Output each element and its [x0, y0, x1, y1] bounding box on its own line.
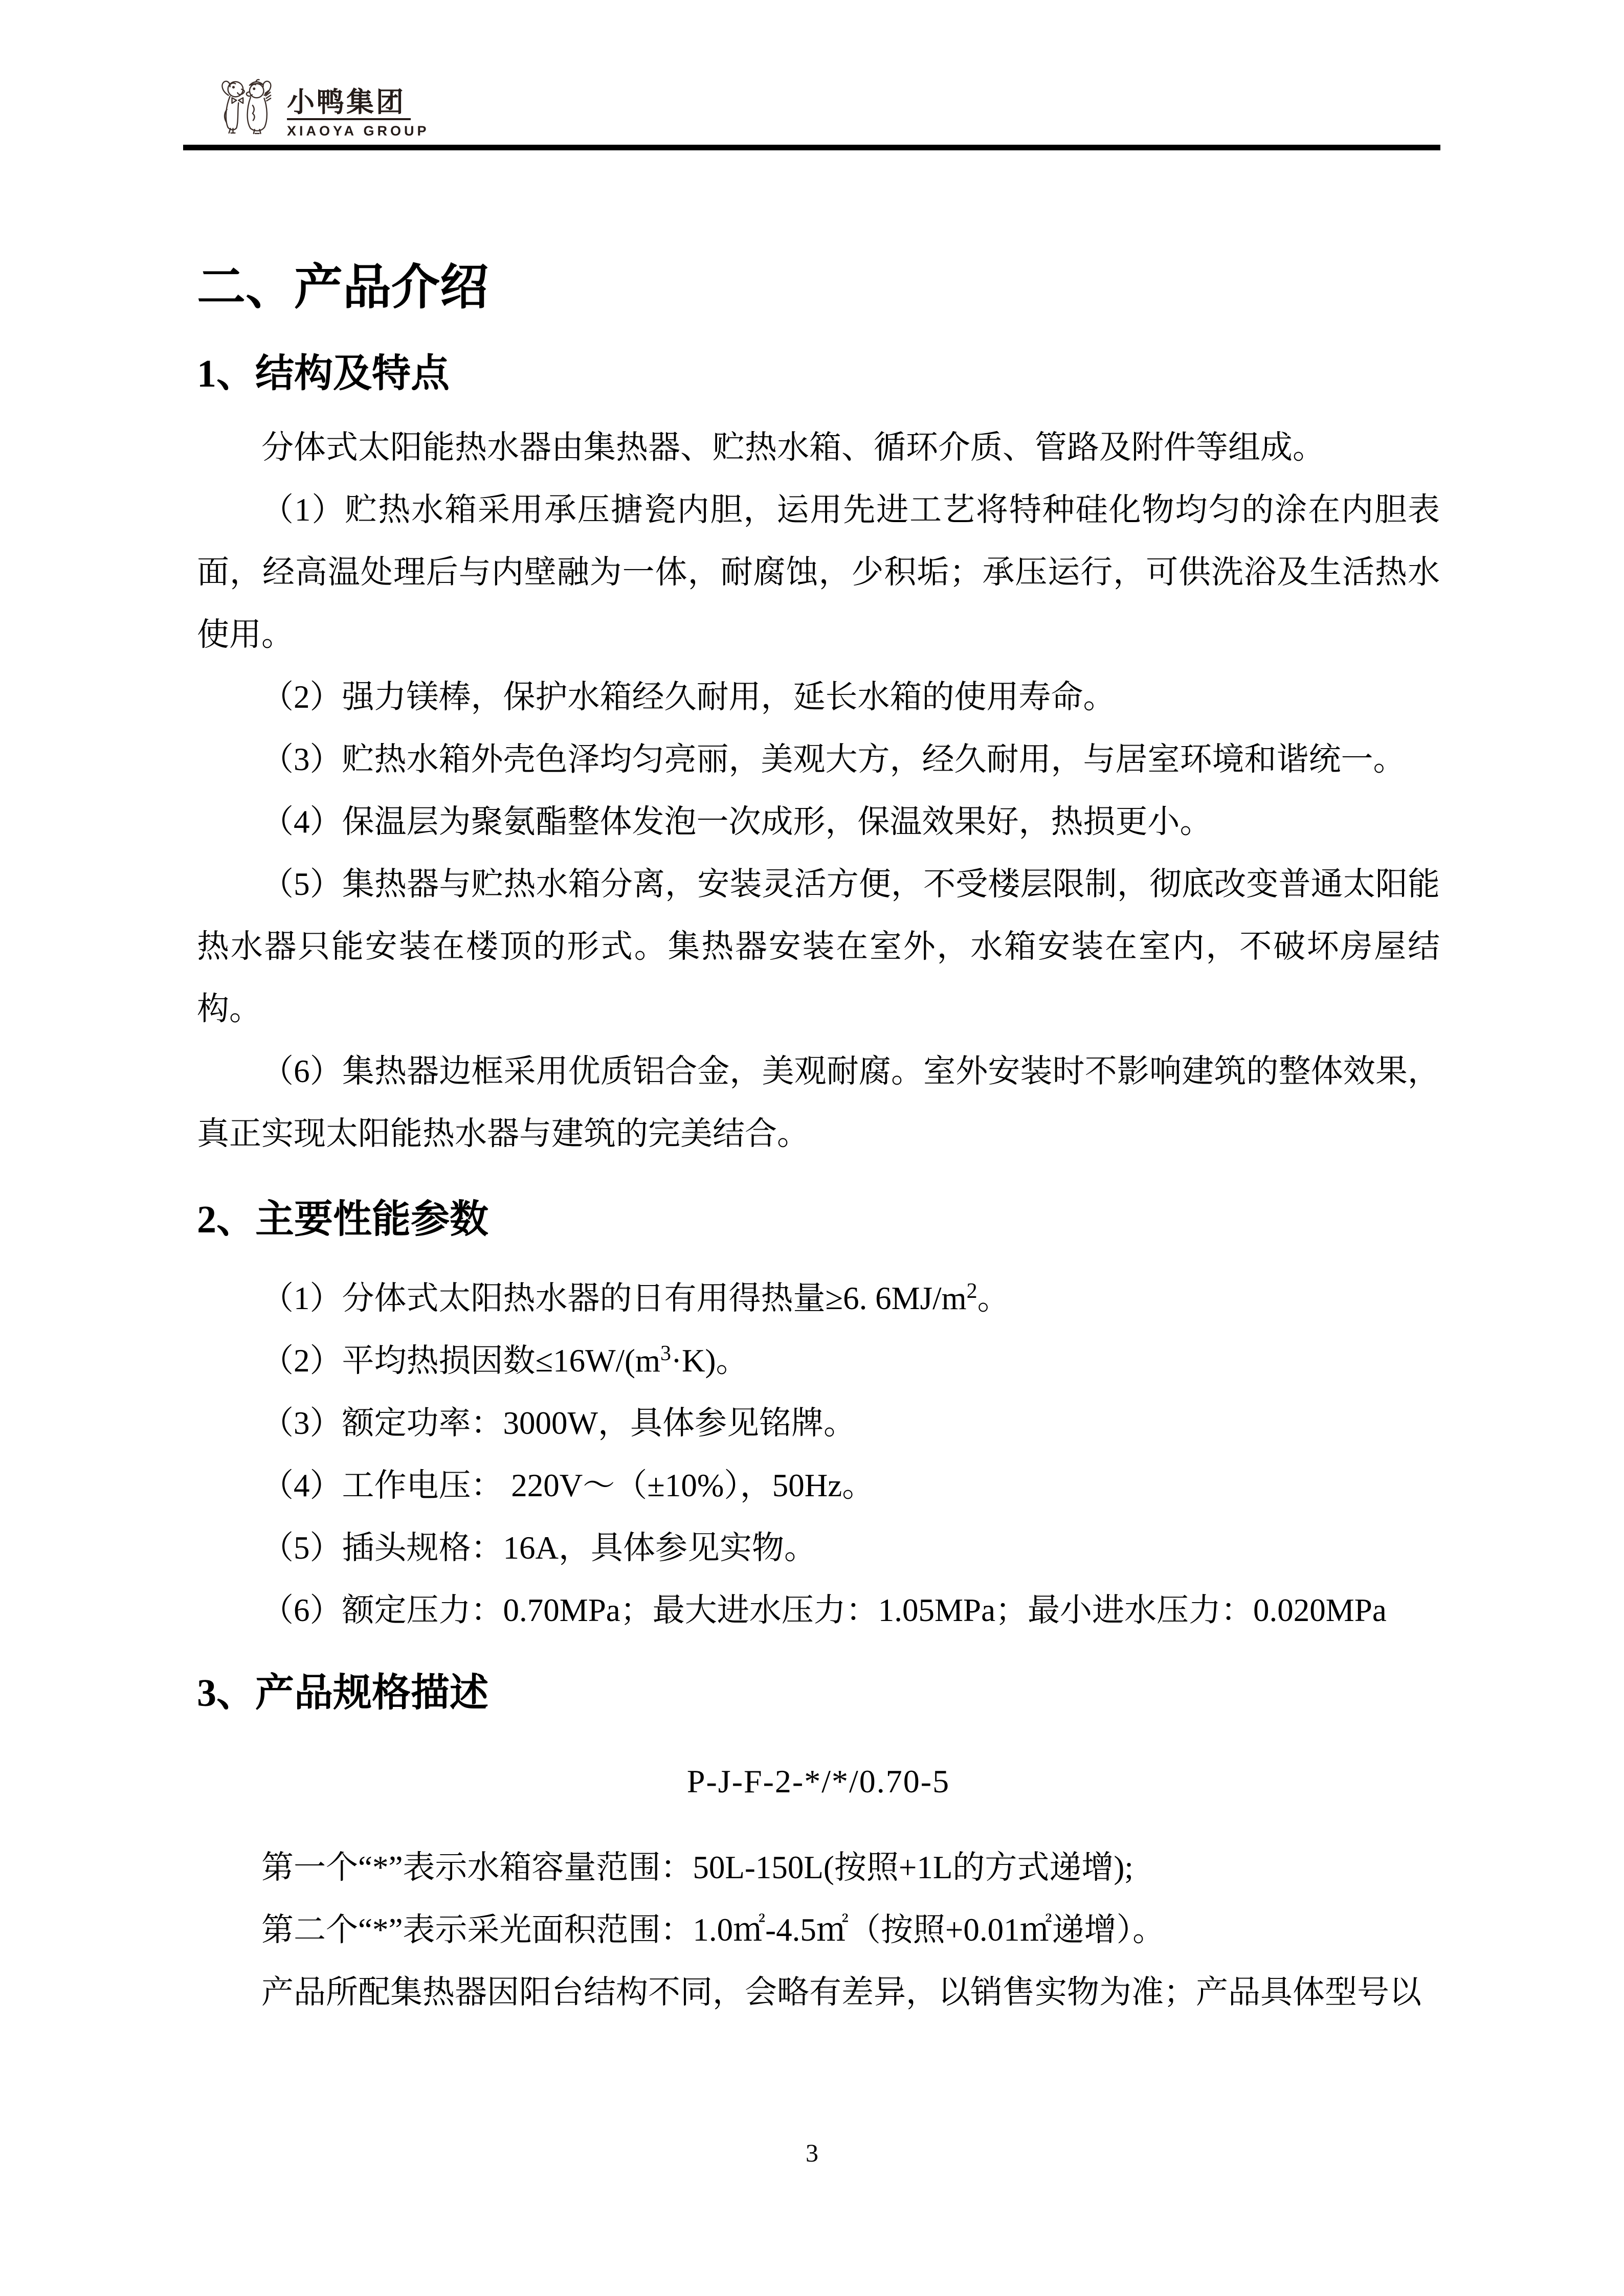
- paragraph: 分体式太阳能热水器由集热器、贮热水箱、循环介质、管路及附件等组成。: [261, 430, 1325, 465]
- superscript: 3: [660, 1342, 672, 1365]
- spec-item: [197, 1579, 1440, 1641]
- section3-heading: 3、产品规格描述: [197, 1672, 488, 1715]
- paragraph: （6）集热器边框采用优质铝合金，美观耐腐。室外安装时不影响建筑的整体效果，真正实现太阳能热水器与建筑的完美结合。: [197, 1053, 1440, 1152]
- spec-text: （5）插头规格：16A，具体参见实物。: [261, 1530, 816, 1566]
- paragraph: 产品所配集热器因阳台结构不同，会略有差异，以销售实物为准；产品具体型号以: [261, 1974, 1421, 2010]
- paragraph: 第二个“*”表示采光面积范围：1.0㎡-4.5㎡（按照+0.01㎡递增）。: [261, 1912, 1165, 1948]
- section1-heading: 1、结构及特点: [197, 352, 450, 395]
- spec-item: [197, 1330, 1440, 1392]
- paragraph: （4）保温层为聚氨酯整体发泡一次成形，保温效果好，热损更小。: [261, 804, 1212, 840]
- spec-text: （6）额定压力：0.70MPa；最大进水压力：1.05MPa；最小进水压力：0.020MPa: [261, 1592, 1387, 1628]
- spec-text: 。: [977, 1280, 1010, 1316]
- page-title: 二、产品介绍: [197, 260, 489, 314]
- page-number: 3: [806, 2139, 818, 2167]
- spec-text: （2）平均热损因数≤16W/(m: [261, 1343, 661, 1379]
- paragraph: （3）贮热水箱外壳色泽均匀亮丽，美观大方，经久耐用，与居室环境和谐统一。: [261, 741, 1406, 777]
- superscript: 2: [966, 1279, 977, 1303]
- logo-divider: [287, 118, 411, 120]
- logo-chinese-name: 小鸭集团: [287, 87, 406, 118]
- paragraph: （5）集热器与贮热水箱分离，安装灵活方便，不受楼层限制，彻底改变普通太阳能热水器只能安装在楼顶的形式。集热器安装在室外，水箱安装在室内，不破坏房屋结构。: [197, 866, 1440, 1027]
- section2-items: [197, 1267, 1440, 1641]
- section3-paragraphs: [197, 1836, 1440, 2023]
- document-body: [197, 260, 1440, 2023]
- spec-text: （1）分体式太阳热水器的日有用得热量≥6. 6MJ/m: [261, 1280, 967, 1316]
- spec-text: （3）额定功率：3000W，具体参见铭牌。: [261, 1405, 856, 1441]
- spec-item: [197, 1517, 1440, 1579]
- spec-item: [197, 1454, 1440, 1517]
- spec-item: [197, 1392, 1440, 1454]
- section1-paragraphs: [197, 416, 1440, 1165]
- duck-mascot-icon: [217, 75, 278, 135]
- spec-text: （4）工作电压： 220V～（±10%），50Hz。: [261, 1468, 875, 1503]
- logo-english-name: XIAOYA GROUP: [287, 123, 430, 139]
- spec-text: ·K)。: [671, 1343, 748, 1379]
- paragraph: （1）贮热水箱采用承压搪瓷内胆，运用先进工艺将特种硅化物均匀的涂在内胆表面，经高温处理后与内壁融为一体，耐腐蚀，少积垢；承压运行，可供洗浴及生活热水使用。: [197, 492, 1440, 652]
- spec-item: [197, 1267, 1440, 1330]
- section2-heading: 2、主要性能参数: [197, 1198, 488, 1241]
- product-model-formula: P-J-F-2-*/*/0.70-5: [686, 1763, 950, 1799]
- company-logo: [217, 75, 430, 139]
- logo-text-block: [287, 75, 430, 139]
- header-rule: [183, 145, 1440, 150]
- paragraph: （2）强力镁棒，保护水箱经久耐用，延长水箱的使用寿命。: [261, 679, 1116, 715]
- paragraph: 第一个“*”表示水箱容量范围：50L-150L(按照+1L的方式递增);: [261, 1850, 1133, 1885]
